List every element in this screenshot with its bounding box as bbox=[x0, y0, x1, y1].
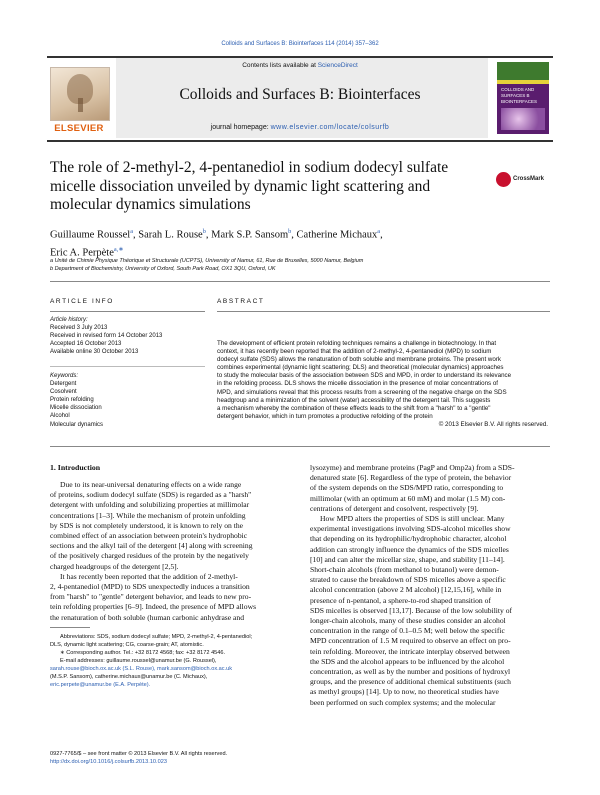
title-line: micelle dissociation unveiled by dynamic light scattering and bbox=[50, 177, 431, 195]
intro-column-1 bbox=[50, 480, 298, 623]
body-line: MPD concentration of 1.5 M required to observe an effect on pro- bbox=[310, 636, 511, 646]
body-line: tein refolding properties [6–9]. Indeed, the presence of MPD allows bbox=[50, 602, 257, 612]
body-line: alcohol concentration (above 2 M alcohol) [12,15,16], while in bbox=[310, 585, 502, 595]
keyword: Molecular dynamics bbox=[50, 421, 104, 428]
body-line: Due to its near-universal denaturing effects on a wide range bbox=[60, 480, 242, 489]
authors-line-1 bbox=[50, 225, 383, 243]
body-line: longer-chain alcohols, many of these studies consider an alcohol bbox=[310, 616, 506, 626]
header-bottom-rule bbox=[47, 140, 553, 142]
body-line: charged headgroups of the detergent [2,5]. bbox=[50, 561, 179, 571]
cover-image bbox=[501, 108, 545, 130]
body-line: combined effect of an association between protein's hydrophobic bbox=[50, 531, 248, 541]
crossmark-icon bbox=[496, 172, 511, 187]
abstract-line: detergent behavior, which in turn promotes a productive refolding of the protein bbox=[217, 412, 433, 420]
abstract-text bbox=[217, 340, 548, 429]
footnote-rule bbox=[50, 627, 90, 628]
history-item: Received in revised form 14 October 2013 bbox=[50, 333, 163, 340]
author-name: Guillaume Roussel bbox=[50, 229, 131, 241]
history-item: Accepted 16 October 2013 bbox=[50, 341, 122, 348]
abstract-heading: ABSTRACT bbox=[217, 298, 265, 305]
body-line: detergent with unfolding and solubilizing properties at millimolar bbox=[50, 500, 250, 510]
cover-band bbox=[497, 62, 549, 80]
body-line: that depending on its hydrophilic/hydrophobic character, alcohol bbox=[310, 534, 507, 544]
title-line: The role of 2-methyl-2, 4-pentanediol in sodium dodecyl sulfate bbox=[50, 159, 449, 176]
cover-title: COLLOIDS AND SURFACES B BIOINTERFACES bbox=[501, 87, 538, 104]
body-line: sections and the alkyl tail of the detergent [4] along with screening bbox=[50, 541, 253, 551]
author-list bbox=[50, 225, 383, 260]
footnote-email-line[interactable]: sarah.rouse@bioch.ox.ac.uk (S.L. Rouse), mark.sansom@bioch.ox.ac.uk bbox=[50, 666, 233, 672]
author-name: , Sarah L. Rouse bbox=[133, 229, 203, 241]
elsevier-wordmark: ELSEVIER bbox=[54, 123, 104, 134]
body-line: from "harsh" to "gentle" detergent behavior, and leads to new pro- bbox=[50, 592, 252, 602]
body-line: concentration, as well as by the number and positions of hydroxyl bbox=[310, 667, 511, 677]
keyword: Cosolvent bbox=[50, 389, 77, 396]
affiliation-b: b Department of Biochemistry, University of Oxford, South Park Road, OX1 3QU, Oxford, UK bbox=[50, 266, 276, 272]
abstract-end-rule bbox=[50, 446, 550, 447]
footnote-abbreviations: Abbreviations: SDS, sodium dodecyl sulfate; MPD, 2-methyl-2, 4-pentanediol; bbox=[60, 634, 253, 640]
affiliation-marker[interactable]: b bbox=[288, 228, 292, 235]
author-separator: , bbox=[380, 229, 383, 241]
abstract-line: context, it has recently been reported that the addition of 2-methyl-2, 4-pentanediol (MPD) to sodium bbox=[217, 348, 492, 356]
body-line: been performed on such complex systems; and the molecular bbox=[310, 697, 496, 707]
history-item: Available online 30 October 2013 bbox=[50, 349, 139, 356]
body-line: addition can strongly influence the dynamics of the SDS micelles bbox=[310, 544, 509, 554]
doi-link[interactable]: http://dx.doi.org/10.1016/j.colsurfb.2013.10.023 bbox=[50, 759, 167, 765]
footnotes bbox=[50, 633, 300, 689]
body-line: as methyl groups) [14]. Up to now, no theoretical studies have bbox=[310, 687, 499, 697]
abstract-line: to study the molecular basis of the association between SDS and MPD, in order to understand its relevance bbox=[217, 372, 512, 380]
journal-citation[interactable]: Colloids and Surfaces B: Biointerfaces 114 (2014) 357–362 bbox=[221, 41, 379, 47]
intro-heading: 1. Introduction bbox=[50, 463, 101, 472]
body-line: centrations of detergent and cosolvent, respectively [9]. bbox=[310, 503, 479, 513]
journal-cover bbox=[497, 62, 549, 134]
keyword: Detergent bbox=[50, 381, 77, 388]
body-line: concentrations [1–3]. While the mechanism of protein unfolding bbox=[50, 510, 246, 520]
body-line: of the system depends on the SDS/MPD ratio, corresponding to bbox=[310, 483, 504, 493]
keyword: Protein refolding bbox=[50, 397, 94, 404]
affiliation-marker[interactable]: a bbox=[130, 228, 133, 235]
footnote-line: (M.S.P. Sansom), catherine.michaux@unamur.be (C. Michaux), bbox=[50, 674, 208, 680]
body-line: SDS micelles is observed [13,17]. Because of the low solubility of bbox=[310, 605, 513, 615]
abstract-line: in the refolding process. DLS shows the micelle dissociation in the presence of molar concentrations of bbox=[217, 380, 498, 388]
body-line: of the positively charged residues of the protein by the negatively bbox=[50, 551, 249, 561]
cover-stripe bbox=[497, 80, 549, 84]
homepage-label: journal homepage: bbox=[210, 124, 271, 131]
article-history bbox=[50, 316, 205, 356]
body-line: lysozyme) and membrane proteins (PagP and Omp2a) from a SDS- bbox=[310, 463, 515, 472]
body-line: concentration in the range of 0.1–0.5 M; well below the specific bbox=[310, 626, 505, 636]
abstract-copyright: © 2013 Elsevier B.V. All rights reserved. bbox=[438, 420, 548, 428]
homepage-link[interactable]: www.elsevier.com/locate/colsurfb bbox=[270, 124, 390, 131]
article-title bbox=[50, 159, 448, 215]
abstract-line: MPD, and simulations reveal that this process results from a screening of the negative charge on the SDS bbox=[217, 388, 507, 396]
keywords-label: Keywords: bbox=[50, 373, 79, 379]
body-line: of proteins, sodium dodecyl sulfate (SDS) is regarded as a "harsh" bbox=[50, 490, 252, 500]
history-item: Received 3 July 2013 bbox=[50, 325, 108, 332]
body-line: It has recently been reported that the addition of 2-methyl- bbox=[60, 571, 238, 581]
history-label: Article history: bbox=[50, 317, 88, 323]
affiliation-marker[interactable]: a,∗ bbox=[113, 245, 124, 253]
body-line: millimolar (with an optimum at 60 mM) and molar (1.5 M) con- bbox=[310, 493, 506, 503]
body-line: 2, 4-pentanediol (MPD) to SDS unexpectedly induces a transition bbox=[50, 582, 250, 592]
crossmark-label: CrossMark bbox=[513, 176, 545, 183]
sciencedirect-link[interactable]: ScienceDirect bbox=[317, 62, 358, 69]
affiliation-marker[interactable]: b bbox=[202, 228, 206, 235]
affiliation-a: a Unité de Chimie Physique Théorique et Structurale (UCPTS), University of Namur, 61, Rue de Bruxelles, 5000 Namur, Belgium bbox=[50, 258, 364, 264]
article-info-heading: ARTICLE INFO bbox=[50, 298, 114, 305]
issn-line: 0927-7765/$ – see front matter © 2013 Elsevier B.V. All rights reserved. bbox=[50, 751, 228, 757]
body-line: the renaturation of both soluble (human carbonic anhydrase and bbox=[50, 612, 244, 622]
footnote-email: E-mail addresses: guillaume.roussel@unamur.be (G. Roussel), bbox=[60, 658, 217, 664]
abstract-rule bbox=[217, 311, 550, 312]
title-line: molecular dynamics simulations bbox=[50, 196, 251, 213]
body-line: by SDS is not completely understood, it is known to rely on the bbox=[50, 520, 243, 530]
keywords bbox=[50, 372, 205, 429]
body-line: tein refolding. Moreover, the intricate interplay observed between bbox=[310, 646, 510, 656]
abstract-line: dodecyl sulfate (SDS) allows the renaturation of both soluble and membrane proteins. The present work bbox=[217, 356, 501, 364]
footnote-corresponding: ∗ Corresponding author. Tel.: +32 8172 4568; fax: +32 8172 4546. bbox=[60, 650, 226, 656]
body-line: denatured state [6]. Regardless of the type of protein, the behavior bbox=[310, 473, 512, 483]
info-rule bbox=[50, 311, 205, 312]
affiliation-marker[interactable]: a bbox=[377, 228, 381, 235]
body-line: experimental investigations involving SDS-alcohol micelles show bbox=[310, 524, 511, 534]
body-line: [10] and can alter the micellar size, shape, and stability [11–14]. bbox=[310, 554, 505, 564]
crossmark-badge[interactable] bbox=[496, 170, 544, 188]
contents-prefix: Contents lists available at bbox=[242, 62, 318, 69]
author-name: , Mark S.P. Sansom bbox=[205, 229, 289, 241]
body-line: the SDS and the alcohol appears to be influenced by the alcohol bbox=[310, 656, 505, 666]
abstract-line: headgroup and a minimization of the solvent (water) accessibility of the detergent tail. This suggests bbox=[217, 396, 491, 404]
body-line: strated to cause the breakdown of SDS micelles above a specific bbox=[310, 575, 506, 585]
keyword: Micelle dissociation bbox=[50, 405, 102, 412]
body-line: Short-chain alcohols (from methanol to butanol) were demon- bbox=[310, 565, 499, 575]
body-line: presence of n-pentanol, a sphere-to-rod shaped transition of bbox=[310, 595, 491, 605]
footnote-line: DLS, dynamic light scattering; CG, coarse-grain; AT, atomistic. bbox=[50, 642, 204, 648]
body-line: How MPD alters the properties of SDS is still unclear. Many bbox=[320, 514, 505, 524]
author-name: , Catherine Michaux bbox=[291, 229, 378, 241]
journal-title: Colloids and Surfaces B: Biointerfaces bbox=[179, 86, 421, 103]
abstract-line: combines experimental (dynamic light scattering; DLS) and theoretical (molecular dynamics) approaches bbox=[217, 364, 504, 372]
abstract-line: The development of efficient protein refolding techniques remains a challenge in biotechnology. In that bbox=[217, 340, 497, 347]
keyword: Alcohol bbox=[50, 413, 70, 420]
footnote-email-line[interactable]: eric.perpete@unamur.be (E.A. Perpète). bbox=[50, 682, 151, 688]
body-line: groups, and the presence of additional chemical substituents (such bbox=[310, 677, 511, 687]
affiliation-rule bbox=[50, 281, 550, 282]
author-name: Eric A. Perpète bbox=[50, 247, 114, 258]
history-rule bbox=[50, 366, 205, 367]
intro-column-2 bbox=[310, 463, 551, 708]
abstract-line: a mechanism whereby the combination of these effects leads to the shift from a "harsh" to a "gentle" bbox=[217, 404, 491, 412]
